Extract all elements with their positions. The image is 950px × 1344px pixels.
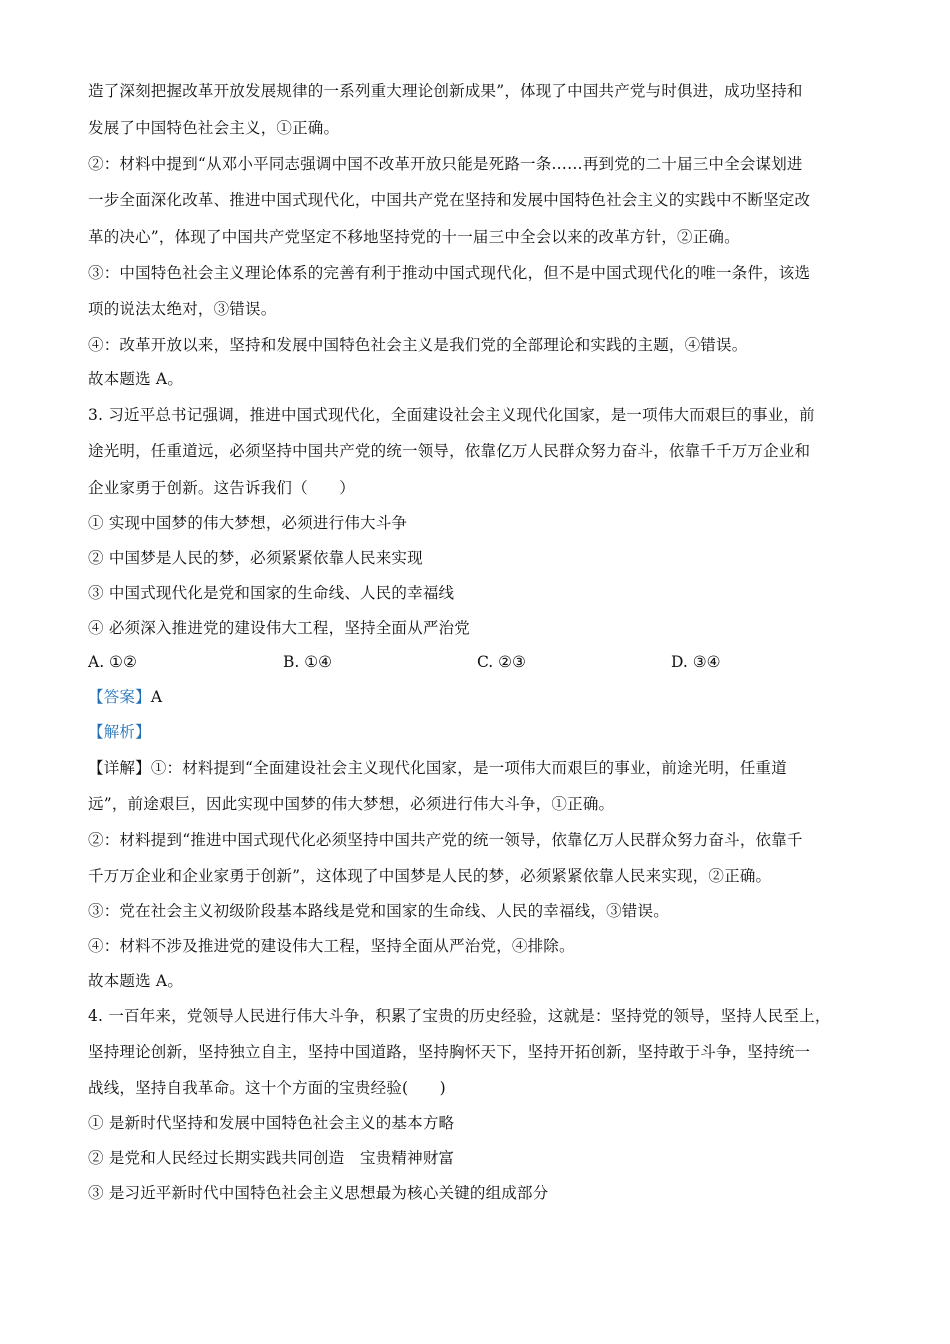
text-line: 发展了中国特色社会主义，①正确。 [88, 119, 340, 137]
text-line: 故本题选 A。 [88, 370, 184, 388]
option-a: A. ①② [88, 653, 137, 671]
question-4-text: 4. 一百年来，党领导人民进行伟大斗争，积累了宝贵的历史经验，这就是：坚持党的领导，坚持人民至上， [88, 1007, 831, 1025]
question-4-statement: ② 是党和人民经过长期实践共同创造 宝贵精神财富 [88, 1149, 455, 1167]
question-4-statement: ③ 是习近平新时代中国特色社会主义思想最为核心关键的组成部分 [88, 1184, 549, 1202]
answer-line [88, 686, 868, 708]
text-line: ③：中国特色社会主义理论体系的完善有利于推动中国式现代化，但不是中国式现代化的唯一条件，该选 [88, 264, 811, 282]
question-3-statement: ② 中国梦是人民的梦，必须紧紧依靠人民来实现 [88, 549, 423, 567]
question-3-text: 途光明，任重道远，必须坚持中国共产党的统一领导，依靠亿万人民群众努力奋斗，依靠千千万万企业和 [88, 442, 811, 460]
text-line: 项的说法太绝对，③错误。 [88, 300, 277, 318]
text-line: 千万万企业和企业家勇于创新”，这体现了中国梦是人民的梦，必须紧紧依靠人民来实现，②正确。 [88, 867, 772, 885]
question-3-text: 3. 习近平总书记强调，推进中国式现代化，全面建设社会主义现代化国家，是一项伟大而艰巨的事业，前 [88, 406, 815, 424]
detail-line [88, 757, 868, 779]
text-line: 造了深刻把握改革开放发展规律的一系列重大理论创新成果”，体现了中国共产党与时俱进，成功坚持和 [88, 82, 803, 100]
text-line: ④：材料不涉及推进党的建设伟大工程，坚持全面从严治党，④排除。 [88, 937, 575, 955]
text-line: 故本题选 A。 [88, 972, 184, 990]
text-line: ④：改革开放以来，坚持和发展中国特色社会主义是我们党的全部理论和实践的主题，④错误。 [88, 336, 748, 354]
answer-tag: 【答案】 [88, 688, 151, 706]
text-line: ③：党在社会主义初级阶段基本路线是党和国家的生命线、人民的幸福线，③错误。 [88, 902, 669, 920]
option-c: C. ②③ [477, 653, 526, 671]
text-line: ②：材料中提到“从邓小平同志强调中国不改革开放只能是死路一条……再到党的二十届三中全会谋划进 [88, 155, 803, 173]
question-3-text: 企业家勇于创新。这告诉我们（ ） [88, 479, 355, 497]
answer-value: A [150, 688, 163, 706]
question-4-text: 坚持理论创新，坚持独立自主，坚持中国道路，坚持胸怀天下，坚持开拓创新，坚持敢于斗争，坚持统一 [88, 1043, 811, 1061]
text-line: ②：材料提到“推进中国式现代化必须坚持中国共产党的统一领导，依靠亿万人民群众努力奋斗，依靠千 [88, 831, 803, 849]
text-line: 一步全面深化改革、推进中国式现代化，中国共产党在坚持和发展中国特色社会主义的实践中不断坚定改 [88, 191, 811, 209]
question-3-options [88, 651, 868, 673]
question-4-text: 战线，坚持自我革命。这十个方面的宝贵经验( ) [88, 1079, 446, 1097]
text-line: 革的决心”，体现了中国共产党坚定不移地坚持党的十一届三中全会以来的改革方针，②正确。 [88, 228, 740, 246]
question-3-statement: ① 实现中国梦的伟大梦想，必须进行伟大斗争 [88, 514, 408, 532]
detail-text: ①：材料提到“全面建设社会主义现代化国家，是一项伟大而艰巨的事业，前途光明，任重道 [150, 759, 787, 777]
question-3-statement: ④ 必须深入推进党的建设伟大工程，坚持全面从严治党 [88, 619, 470, 637]
question-4-statement: ① 是新时代坚持和发展中国特色社会主义的基本方略 [88, 1114, 455, 1132]
analysis-line [88, 721, 868, 743]
text-line: 远”，前途艰巨，因此实现中国梦的伟大梦想，必须进行伟大斗争，①正确。 [88, 795, 615, 813]
analysis-tag: 【解析】 [88, 723, 151, 741]
option-b: B. ①④ [283, 653, 333, 671]
question-3-statement: ③ 中国式现代化是党和国家的生命线、人民的幸福线 [88, 584, 455, 602]
detail-tag: 【详解】 [88, 759, 151, 777]
option-d: D. ③④ [671, 653, 721, 671]
